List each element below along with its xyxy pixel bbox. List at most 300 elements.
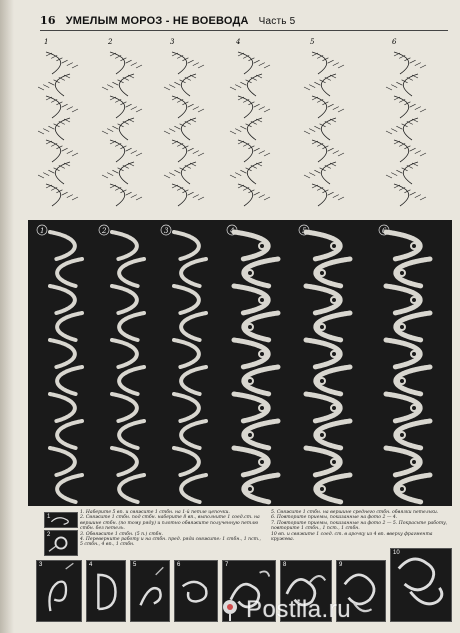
- lace-loop: [50, 286, 75, 313]
- lace-picot: [411, 297, 417, 303]
- instruction-line: 4. Переверните работу и на стбн. пред. ряда свяжите: 1 стбн., 1 пст., 5 стбн., 4 вп., 1 стбн.: [80, 537, 261, 548]
- stitch-mark: [386, 87, 392, 90]
- stitch-mark: [46, 185, 52, 188]
- stitch-mark: [193, 107, 199, 110]
- diagram-arc: [321, 162, 336, 184]
- lace-picot: [247, 324, 253, 330]
- lace-picot: [411, 405, 417, 411]
- page-part: Часть 5: [258, 16, 296, 27]
- stitch-mark: [64, 163, 70, 166]
- stitch-mark: [304, 131, 310, 134]
- diagram-arc: [110, 96, 125, 118]
- lace-picot: [259, 405, 265, 411]
- stitch-mark: [48, 82, 54, 85]
- stitch-mark: [67, 195, 73, 198]
- stitch-mark: [322, 146, 328, 149]
- stitch-mark: [415, 195, 421, 198]
- stitch-mark: [248, 190, 254, 193]
- stitch-mark: [136, 109, 142, 112]
- step-photo: [44, 530, 78, 556]
- stitch-mark: [54, 168, 60, 171]
- lace-loop: [306, 340, 340, 367]
- diagram-arc: [119, 74, 134, 96]
- stitch-mark: [309, 85, 315, 88]
- stitch-mark: [62, 148, 68, 151]
- stitch-mark: [180, 124, 186, 127]
- stitch-mark: [338, 109, 344, 112]
- stitch-mark: [259, 107, 265, 110]
- stitch-mark: [238, 141, 244, 144]
- stitch-mark: [180, 168, 186, 171]
- lace-loop: [174, 340, 199, 367]
- lace-picot: [331, 459, 337, 465]
- lace-loop: [181, 421, 206, 448]
- stitch-mark: [110, 53, 116, 56]
- stitch-mark: [338, 153, 344, 156]
- stitch-mark: [394, 141, 400, 144]
- diagram-arc: [312, 96, 327, 118]
- diagram-arc: [312, 140, 327, 162]
- diagram-arc: [110, 184, 125, 206]
- lace-loop: [234, 394, 268, 421]
- stitch-mark: [412, 163, 418, 166]
- stitch-mark: [404, 190, 410, 193]
- stitch-mark: [238, 185, 244, 188]
- diagram-arc: [46, 184, 61, 206]
- lace-loop: [50, 448, 75, 475]
- lace-loop: [181, 313, 206, 340]
- lace-loop: [316, 475, 350, 502]
- stitch-mark: [193, 195, 199, 198]
- lace-loop: [119, 259, 144, 286]
- stitch-mark: [48, 170, 54, 173]
- stitch-mark: [259, 151, 265, 154]
- stitch-mark: [182, 146, 188, 149]
- lace-loop: [57, 421, 82, 448]
- lace-loop: [50, 232, 75, 259]
- stitch-mark: [126, 104, 132, 107]
- step-number: 1: [47, 514, 51, 520]
- stitch-mark: [238, 97, 244, 100]
- stitch-mark: [107, 129, 113, 132]
- stitch-mark: [404, 146, 410, 149]
- stitch-mark: [128, 119, 134, 122]
- stitch-mark: [230, 87, 236, 90]
- stitch-mark: [386, 175, 392, 178]
- diagram-arc: [110, 140, 125, 162]
- stitch-mark: [415, 151, 421, 154]
- stitch-mark: [386, 131, 392, 134]
- page-title: УМЕЛЫМ МОРОЗ - НЕ ВОЕВОДА: [65, 15, 249, 27]
- stitch-mark: [120, 58, 126, 61]
- lace-loop: [306, 448, 340, 475]
- stitch-mark: [396, 126, 402, 129]
- stitch-mark: [72, 197, 78, 200]
- watermark: [218, 596, 454, 624]
- stitch-mark: [394, 97, 400, 100]
- stitch-mark: [312, 53, 318, 56]
- stitch-mark: [402, 80, 408, 83]
- lace-loop: [174, 232, 199, 259]
- lace-picot: [319, 486, 325, 492]
- lace-loop: [244, 313, 278, 340]
- stitch-mark: [174, 126, 180, 129]
- lace-picot: [399, 270, 405, 276]
- stitch-mark: [309, 173, 315, 176]
- lace-loop: [119, 367, 144, 394]
- page-number: 16: [40, 14, 56, 27]
- diagram-arc: [394, 140, 409, 162]
- stitch-mark: [72, 65, 78, 68]
- diagram-arc: [46, 140, 61, 162]
- stitch-mark: [238, 53, 244, 56]
- diagram-number: 1: [44, 38, 49, 46]
- stitch-mark: [330, 75, 336, 78]
- lace-loop: [119, 313, 144, 340]
- stitch-mark: [38, 175, 44, 178]
- stitch-mark: [312, 97, 318, 100]
- lace-loop: [181, 367, 206, 394]
- stitch-mark: [256, 75, 262, 78]
- stitch-mark: [110, 141, 116, 144]
- stitch-mark: [322, 190, 328, 193]
- step-photo: [86, 560, 126, 622]
- stitch-mark: [333, 63, 339, 66]
- diagram-arc: [172, 184, 187, 206]
- lace-loop: [244, 367, 278, 394]
- stitch-mark: [43, 173, 49, 176]
- lace-loop: [112, 394, 137, 421]
- photo-number: 2: [102, 227, 107, 235]
- stitch-mark: [410, 60, 416, 63]
- stitch-mark: [240, 82, 246, 85]
- stitch-mark: [330, 119, 336, 122]
- page-header: [40, 14, 440, 30]
- stitch-mark: [328, 148, 334, 151]
- stitch-mark: [182, 190, 188, 193]
- step-number: 8: [283, 562, 287, 568]
- stitch-mark: [62, 192, 68, 195]
- stitch-mark: [172, 185, 178, 188]
- instruction-line: 7. Повторите приемы, показанные на фото 2 — 5. Покрасьте работу, повторите 1 стбн., 1 пст., 1 стбн.: [271, 520, 448, 532]
- lace-loop: [112, 340, 137, 367]
- diagram-arc: [403, 162, 418, 184]
- lace-loop: [396, 367, 430, 394]
- lace-loop: [244, 259, 278, 286]
- lace-picot: [247, 486, 253, 492]
- stitch-mark: [391, 173, 397, 176]
- step-number: 10: [393, 550, 400, 556]
- lace-picot: [399, 432, 405, 438]
- lace-picot: [411, 459, 417, 465]
- stitch-mark: [304, 175, 310, 178]
- diagram-arc: [247, 74, 262, 96]
- lace-picot: [331, 351, 337, 357]
- diagram-arc: [238, 52, 253, 74]
- lace-picot: [259, 351, 265, 357]
- stitch-mark: [136, 197, 142, 200]
- stitch-mark: [235, 85, 241, 88]
- pin-icon: [218, 598, 242, 622]
- stitch-mark: [67, 151, 73, 154]
- stitch-mark: [46, 97, 52, 100]
- stitch-mark: [131, 151, 137, 154]
- stitch-mark: [193, 151, 199, 154]
- stitch-mark: [264, 153, 270, 156]
- stitch-mark: [107, 85, 113, 88]
- diagram-arc: [238, 96, 253, 118]
- stitch-mark: [169, 173, 175, 176]
- stitch-mark: [394, 185, 400, 188]
- diagram-number: 4: [236, 38, 241, 46]
- stitch-mark: [172, 141, 178, 144]
- stitch-mark: [391, 85, 397, 88]
- lace-loop: [396, 475, 430, 502]
- stitch-mark: [309, 129, 315, 132]
- lace-loop: [396, 313, 430, 340]
- stitch-mark: [193, 63, 199, 66]
- stitch-mark: [248, 146, 254, 149]
- stitch-mark: [128, 75, 134, 78]
- stitch-mark: [256, 163, 262, 166]
- diagram-arc: [403, 74, 418, 96]
- stitch-mark: [102, 175, 108, 178]
- stitch-mark: [410, 104, 416, 107]
- diagram-arc: [312, 184, 327, 206]
- diagram-arc: [172, 140, 187, 162]
- stitch-mark: [182, 102, 188, 105]
- stitch-mark: [136, 153, 142, 156]
- diagram-arc: [394, 184, 409, 206]
- stitch-mark: [43, 85, 49, 88]
- stitch-mark: [420, 109, 426, 112]
- photo-number: 4: [230, 227, 235, 235]
- stitch-mark: [420, 153, 426, 156]
- stitch-mark: [264, 65, 270, 68]
- lace-loop: [57, 313, 82, 340]
- stitch-mark: [131, 63, 137, 66]
- photo-number: 1: [40, 227, 45, 235]
- stitch-mark: [110, 185, 116, 188]
- stitch-mark: [48, 126, 54, 129]
- stitch-mark: [72, 153, 78, 156]
- lace-picot: [319, 378, 325, 384]
- diagram-arc: [119, 162, 134, 184]
- stitch-mark: [198, 197, 204, 200]
- stitch-mark: [164, 175, 170, 178]
- diagram-arc: [119, 118, 134, 140]
- lace-picot: [247, 432, 253, 438]
- stitch-mark: [330, 163, 336, 166]
- lace-loop: [234, 340, 268, 367]
- diagram-number: 6: [392, 38, 397, 46]
- stitch-mark: [54, 124, 60, 127]
- stitch-mark: [246, 124, 252, 127]
- stitch-mark: [172, 97, 178, 100]
- stitch-mark: [328, 104, 334, 107]
- stitch-mark: [190, 119, 196, 122]
- stitch-mark: [198, 153, 204, 156]
- lace-picot: [399, 486, 405, 492]
- step-number: 2: [47, 532, 51, 538]
- stitch-mark: [198, 65, 204, 68]
- step-photo: [36, 560, 82, 622]
- stitch-mark: [102, 87, 108, 90]
- lace-loop: [316, 259, 350, 286]
- diagram-arc: [46, 52, 61, 74]
- lace-picot: [319, 324, 325, 330]
- diagram-arc: [181, 118, 196, 140]
- stitch-mark: [112, 126, 118, 129]
- stitch-mark: [107, 173, 113, 176]
- stitch-mark: [169, 85, 175, 88]
- lace-loop: [234, 448, 268, 475]
- instruction-line: 3. Обвяжите 1 стбн. (5 п.) стбн.: [80, 531, 163, 537]
- stitch-mark: [320, 168, 326, 171]
- lace-loop: [57, 367, 82, 394]
- stitch-mark: [254, 60, 260, 63]
- lace-loop: [119, 421, 144, 448]
- stitch-mark: [188, 148, 194, 151]
- stitch-mark: [314, 170, 320, 173]
- step-number: 7: [225, 562, 229, 568]
- stitch-mark: [420, 65, 426, 68]
- lace-loop: [181, 259, 206, 286]
- stitch-mark: [128, 163, 134, 166]
- stitch-mark: [46, 141, 52, 144]
- stitch-mark: [410, 148, 416, 151]
- stitch-mark: [412, 75, 418, 78]
- lace-picot: [399, 378, 405, 384]
- lace-photo-strip: [28, 220, 452, 506]
- lace-loop: [316, 313, 350, 340]
- diagram-arc: [321, 74, 336, 96]
- lace-loop: [119, 475, 144, 502]
- lace-loop: [234, 286, 268, 313]
- stitch-mark: [396, 82, 402, 85]
- stitch-mark: [415, 107, 421, 110]
- stitch-mark: [328, 192, 334, 195]
- diagram-arc: [181, 74, 196, 96]
- diagram-arc: [110, 52, 125, 74]
- stitch-mark: [246, 80, 252, 83]
- stitch-mark: [110, 97, 116, 100]
- stitch-mark: [328, 60, 334, 63]
- stitch-mark: [164, 131, 170, 134]
- stitch-mark: [338, 65, 344, 68]
- diagram-number: 3: [170, 38, 175, 46]
- stitch-mark: [254, 104, 260, 107]
- stitch-mark: [320, 80, 326, 83]
- lace-loop: [386, 340, 420, 367]
- stitch-mark: [314, 82, 320, 85]
- lace-loop: [174, 448, 199, 475]
- stitch-mark: [322, 102, 328, 105]
- stitch-mark: [169, 129, 175, 132]
- stitch-mark: [126, 192, 132, 195]
- page-binding-edge: [0, 0, 14, 633]
- stitch-mark: [333, 151, 339, 154]
- stitch-mark: [320, 124, 326, 127]
- lace-picot: [331, 405, 337, 411]
- stitch-mark: [174, 82, 180, 85]
- stitch-mark: [62, 60, 68, 63]
- stitch-mark: [43, 129, 49, 132]
- stitch-mark: [256, 119, 262, 122]
- stitch-mark: [264, 197, 270, 200]
- lace-loop: [112, 448, 137, 475]
- stitch-mark: [314, 126, 320, 129]
- step-number: 6: [177, 562, 181, 568]
- stitch-mark: [131, 107, 137, 110]
- stitch-mark: [333, 107, 339, 110]
- lace-loop: [181, 475, 206, 502]
- lace-loop: [386, 232, 420, 259]
- stitch-mark: [312, 141, 318, 144]
- stitch-mark: [235, 129, 241, 132]
- stitch-mark: [420, 197, 426, 200]
- stitch-mark: [391, 129, 397, 132]
- step-photo: [130, 560, 170, 622]
- lace-picot: [247, 270, 253, 276]
- diagram-arc: [247, 118, 262, 140]
- lace-picot: [411, 243, 417, 249]
- diagram-number: 2: [108, 38, 113, 46]
- stitch-mark: [402, 124, 408, 127]
- lace-picot: [331, 297, 337, 303]
- stitch-mark: [126, 60, 132, 63]
- stitch-mark: [188, 104, 194, 107]
- stitch-mark: [174, 170, 180, 173]
- lace-picot: [259, 297, 265, 303]
- stitch-mark: [56, 102, 62, 105]
- stitch-mark: [230, 175, 236, 178]
- stitch-mark: [56, 146, 62, 149]
- lace-loop: [112, 232, 137, 259]
- instruction-line: 5. Свяжите 1 стбн. на вершине среднего стбн. обвязки петельки.: [271, 510, 439, 515]
- stitch-mark: [235, 173, 241, 176]
- stitch-mark: [190, 163, 196, 166]
- photo-number: 3: [164, 227, 169, 235]
- diagram-arc: [247, 162, 262, 184]
- photo-number: 5: [302, 227, 307, 235]
- lace-loop: [50, 394, 75, 421]
- stitch-mark: [333, 195, 339, 198]
- stitch-mark: [415, 63, 421, 66]
- instruction-line: 6. Повторите приемы, показанные на фото 2 — 4.: [271, 515, 398, 521]
- diagram-arc: [55, 74, 70, 96]
- diagram-arc: [238, 140, 253, 162]
- lace-loop: [386, 394, 420, 421]
- lace-picot: [259, 243, 265, 249]
- lace-loop: [386, 448, 420, 475]
- diagram-svg: [38, 34, 452, 212]
- lace-loop: [244, 421, 278, 448]
- header-rule: [40, 30, 448, 31]
- diagram-arc: [403, 118, 418, 140]
- stitch-mark: [126, 148, 132, 151]
- stitch-mark: [38, 87, 44, 90]
- lace-loop: [396, 421, 430, 448]
- stitch-mark: [412, 119, 418, 122]
- stitch-mark: [172, 53, 178, 56]
- instructions-col-1: [80, 510, 261, 556]
- stitch-mark: [112, 170, 118, 173]
- stitch-mark: [404, 58, 410, 61]
- stitch-mark: [72, 109, 78, 112]
- lace-loop: [234, 232, 268, 259]
- watermark-text: Postila.ru: [246, 596, 352, 623]
